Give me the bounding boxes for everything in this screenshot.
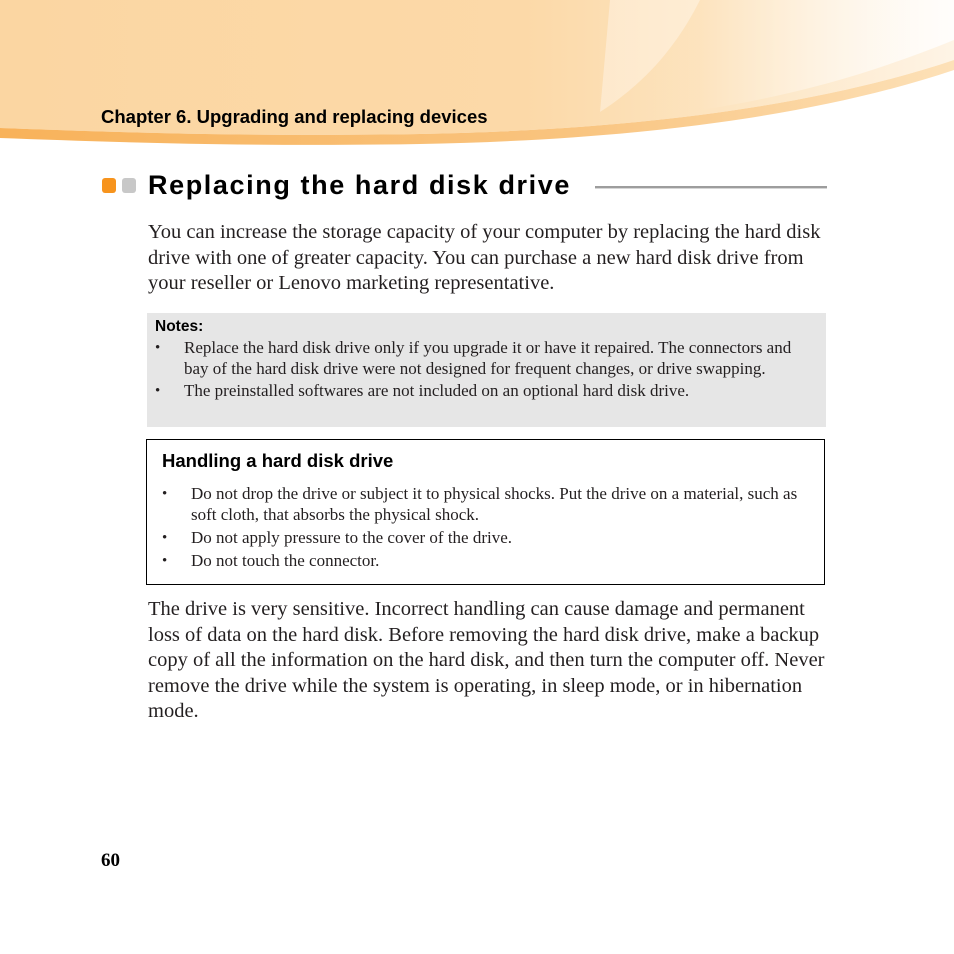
intro-paragraph: You can increase the storage capacity of your computer by replacing the hard disk drive with one of greater capacity. You can purchase a new hard disk drive from your reseller or Lenovo marketing representative. (148, 221, 821, 295)
section-title: Replacing the hard disk drive (148, 170, 572, 200)
bullet-dot-icon: • (155, 340, 161, 356)
handling-item-text: Do not touch the connector. (191, 550, 380, 570)
notes-item-text: Replace the hard disk drive only if you upgrade it or have it repaired. The connectors and bay of the hard disk drive were not designed for frequent changes, or drive swapping. (184, 338, 792, 378)
handling-item (162, 484, 814, 525)
notes-item-text: The preinstalled softwares are not included on an optional hard disk drive. (184, 381, 690, 400)
bullet-dot-icon: • (162, 529, 168, 546)
page-number: 60 (101, 850, 120, 871)
bullet-dot-icon: • (162, 486, 168, 502)
notes-label: Notes: (155, 318, 204, 335)
body-paragraph: The drive is very sensitive. Incorrect handling can cause damage and permanent loss of data on the hard disk. Before removing the hard disk drive, make a backup copy of all the information on the hard disk, and then turn the computer off. Never remove the drive while the system is operating, in sleep mode, or in hibernation mode. (148, 598, 825, 723)
bullet-dot-icon: • (155, 383, 161, 399)
heading-bullet-orange-icon (102, 178, 116, 193)
notes-list (155, 338, 816, 402)
handling-title: Handling a hard disk drive (162, 450, 394, 471)
bullet-dot-icon: • (162, 552, 168, 569)
notes-box (147, 313, 826, 427)
handling-item-text: Do not apply pressure to the cover of the drive. (191, 527, 513, 547)
handling-item-text: Do not drop the drive or subject it to physical shocks. Put the drive on a material, such as soft cloth, that absorbs the physical shock. (191, 484, 798, 524)
section-heading (101, 170, 827, 204)
handling-item (162, 551, 814, 572)
heading-bullet-gray-icon (122, 178, 136, 193)
notes-item (155, 338, 816, 379)
chapter-title: Chapter 6. Upgrading and replacing devices (101, 106, 488, 127)
handling-list (162, 484, 814, 571)
handling-item (162, 528, 814, 549)
handling-box (146, 439, 825, 585)
notes-item (155, 381, 816, 402)
heading-rule (595, 186, 827, 189)
